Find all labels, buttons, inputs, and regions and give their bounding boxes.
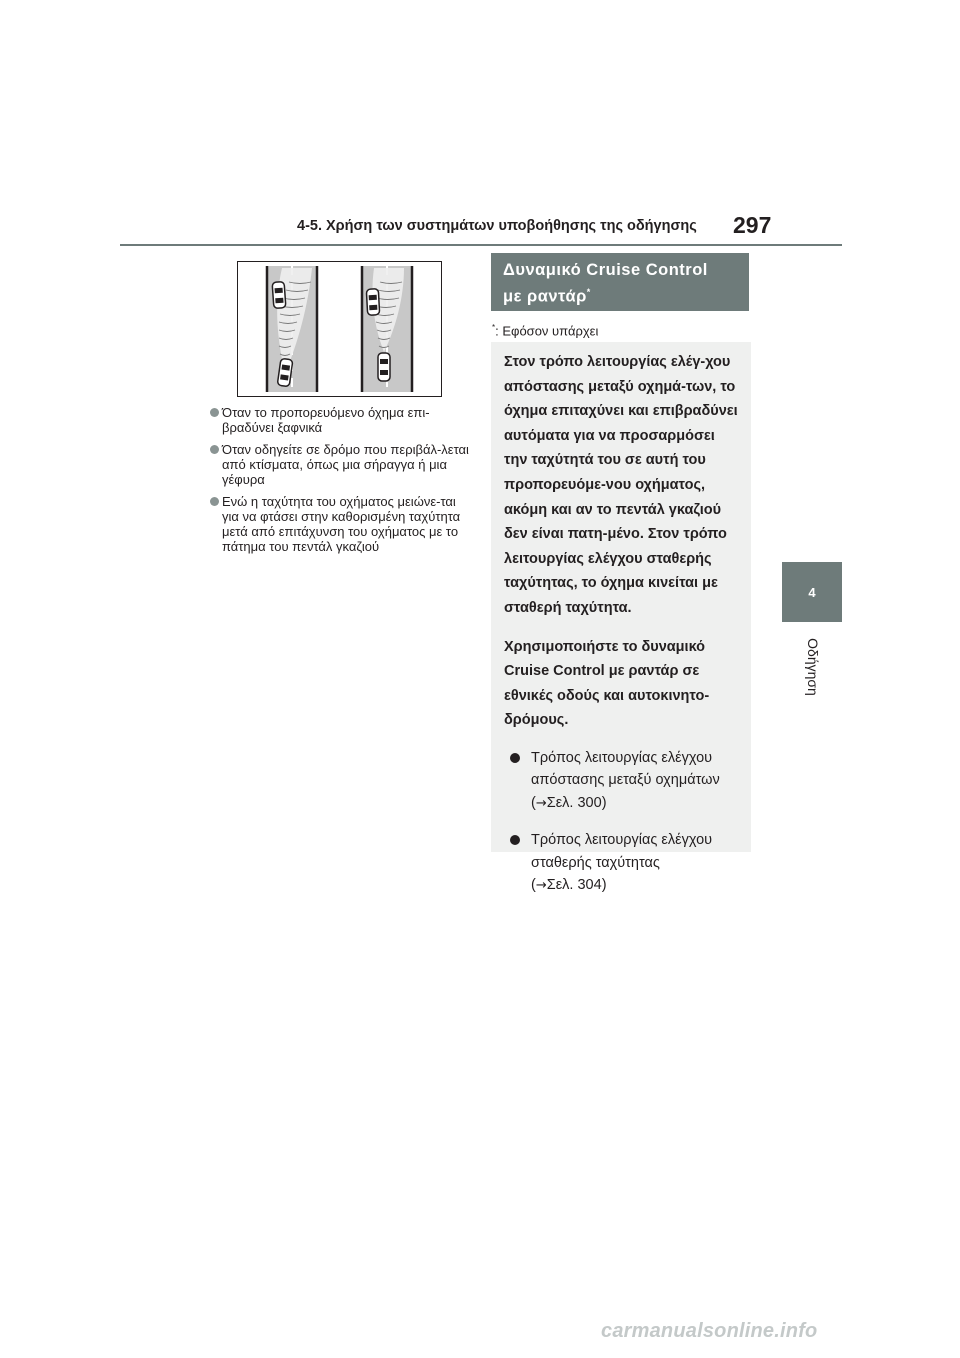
list-item: Τρόπος λειτουργίας ελέγχου απόστασης μεταξύ οχημάτων (→Σελ. 300) — [504, 747, 739, 816]
header-rule — [120, 244, 842, 246]
list-item: Τρόπος λειτουργίας ελέγχου σταθερής ταχύτητας (→Σελ. 304) — [504, 829, 739, 898]
chapter-tab[interactable] — [782, 562, 842, 622]
bullet-icon — [210, 408, 219, 417]
page-reference-link[interactable]: Σελ. 304 — [546, 877, 602, 894]
radar-illustration — [237, 261, 442, 397]
page-number: 297 — [733, 212, 772, 238]
left-road-scene — [267, 266, 317, 392]
section-title: Δυναμικό Cruise Control με ραντάρ* — [491, 253, 749, 311]
list-item: Ενώ η ταχύτητα του οχήματος μειώνε-ται για να φτάσει στην καθορισμένη ταχύτητα μετά από επιτάχυνση του οχήματος με το πάτημα του πεντάλ γκαζιού — [210, 494, 475, 554]
usage-paragraph: Χρησιμοποιήστε το δυναμικό Cruise Control με ραντάρ σε εθνικές οδούς και αυτοκινητο-δρόμους. — [504, 638, 710, 729]
right-road-scene — [362, 266, 412, 392]
chapter-tab-label: Οδήγηση — [805, 638, 821, 696]
page-reference-link[interactable]: Σελ. 300 — [546, 794, 602, 811]
bullet-icon — [510, 753, 520, 763]
info-panel — [491, 342, 751, 894]
footnote: *: Εφόσον υπάρχει — [492, 323, 599, 339]
chapter-title: 4-5. Χρήση των συστημάτων υποβοήθησης της οδήγησης — [297, 218, 697, 234]
watermark: carmanualsonline.info — [601, 1320, 818, 1342]
bullet-icon — [510, 835, 520, 845]
chapter-tab-number: 4 — [808, 584, 816, 600]
intro-paragraph: Στον τρόπο λειτουργίας ελέγ-χου απόστασης μεταξύ οχημά-των, το όχημα επιταχύνει και επιβραδύνει αυτόματα για να προσαρμόσει την ταχύτητά του σε αυτή του προπορευόμε-νου οχήματος, ακόμη και αν το πεντάλ γκαζιού δεν είναι πατη-μένο. Στον τρόπο λειτουργίας ελέγχου σταθερής ταχύτητας, το όχημα κινείται με σταθερή ταχύτητα. — [504, 354, 738, 616]
list-item: Όταν το προπορευόμενο όχημα επι-βραδύνει ξαφνικά — [210, 405, 475, 435]
arrow-right-icon: → — [535, 878, 547, 894]
own-car-right — [378, 353, 390, 381]
lead-car-right — [366, 289, 379, 316]
conditions-list — [210, 405, 475, 561]
bullet-icon — [210, 497, 219, 506]
bullet-icon — [210, 445, 219, 454]
list-item: Όταν οδηγείτε σε δρόμο που περιβάλ-λεται από κτίσματα, όπως μια σήραγγα ή μια γέφυρα — [210, 442, 475, 487]
arrow-right-icon: → — [535, 795, 547, 811]
lead-car-left — [272, 282, 286, 309]
